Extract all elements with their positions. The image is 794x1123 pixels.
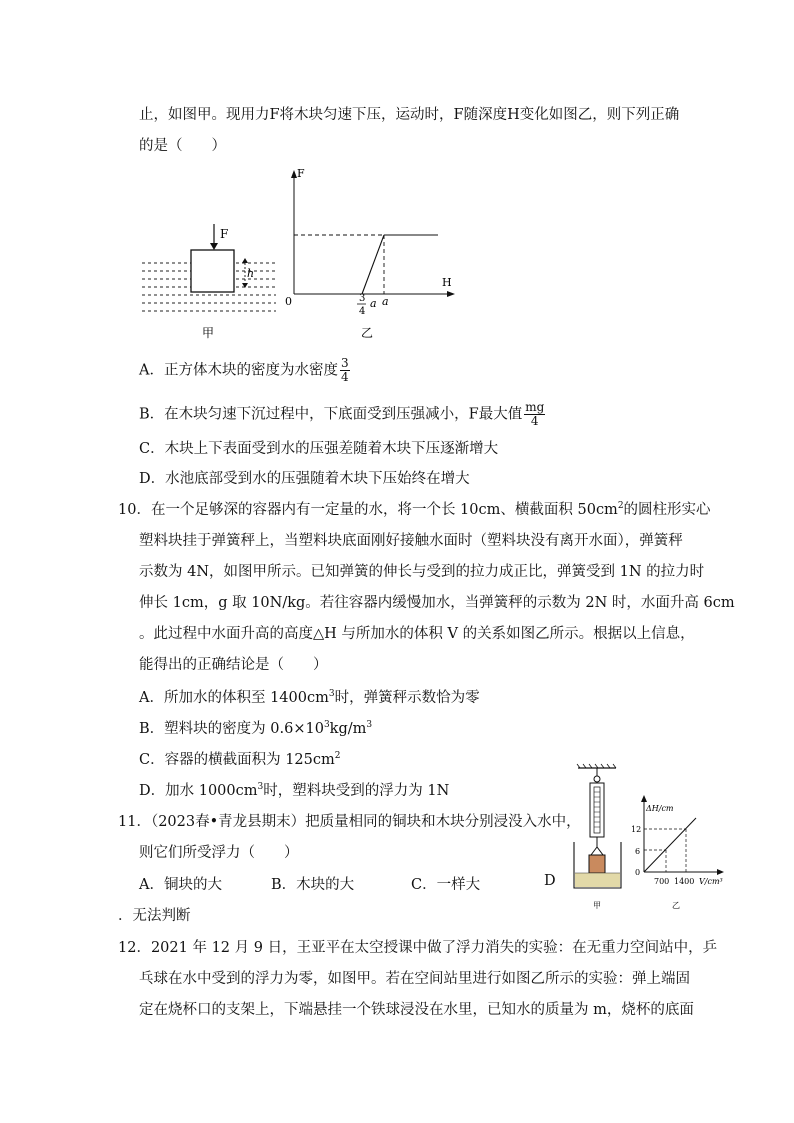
q12-line-2: 乓球在水中受到的浮力为零，如图甲。若在空间站里进行如图乙所示的实验：弹上端固: [139, 971, 690, 987]
intro-line-2: 的是（ ）: [139, 138, 226, 154]
x-tick-1400: 1400: [674, 877, 695, 886]
caption-jia: 甲: [202, 326, 215, 340]
q9-option-c: C．木块上下表面受到水的压强差随着木块下压逐渐增大: [139, 441, 499, 457]
caption-jia: 甲: [593, 901, 601, 910]
force-label: F: [220, 227, 229, 241]
q10-line-3: 示数为 4N，如图甲所示。已知弹簧的伸长与受到的拉力成正比，弹簧受到 1N 的拉力时: [139, 564, 705, 580]
height-label: h: [247, 267, 255, 280]
f-h-graph: [285, 167, 455, 340]
graph-rise-line: [362, 235, 384, 294]
q9-option-b-text: B．在木块匀速下沉过程中，下底面受到压强减小，F最大值: [139, 406, 523, 423]
plastic-block: [589, 855, 605, 873]
tick-a-label: a: [382, 295, 389, 308]
dh-v-graph: [631, 795, 724, 910]
q9-option-b: [139, 401, 547, 428]
q9-option-a-text: A．正方体木块的密度为水密度: [139, 362, 338, 379]
q11-option-c: C．一样大: [411, 877, 481, 893]
q10-option-d: D．加水 $1000cm^3$时，塑料块受到的浮力为 1N: [139, 782, 450, 799]
q10-figure: [566, 762, 728, 912]
q9-option-d: D．水池底部受到水的压强随着木块下压始终在增大: [139, 471, 470, 487]
q11-line-2: 则它们所受浮力（ ）: [139, 845, 299, 861]
q9-option-b-fraction: $\frac{mg}{4}$: [525, 400, 545, 428]
q10-line-1: 10．在一个足够深的容器内有一定量的水，将一个长 10cm、横截面积 $50cm^2$的圆柱形实心: [118, 501, 711, 518]
y-axis-label: ΔH/cm: [646, 804, 674, 813]
caption-yi: 乙: [672, 901, 680, 910]
q11-option-d-letter: D: [544, 873, 556, 889]
frac-num: 3: [359, 293, 366, 304]
origin-label: 0: [635, 868, 641, 877]
intro-line-1: 止，如图甲。现用力F将木块匀速下压，运动时，F随深度H变化如图乙，则下列正确: [139, 107, 680, 123]
y-tick-12: 12: [631, 825, 642, 834]
q10-line-6: 能得出的正确结论是（ ）: [139, 657, 328, 673]
q10-line-2: 塑料块挂于弹簧秤上，当塑料块底面刚好接触水面时（塑料块没有离开水面），弹簧秤: [139, 533, 683, 549]
frac-a-label: a: [370, 297, 377, 310]
caption-yi: 乙: [361, 326, 374, 340]
wood-block: [191, 250, 234, 292]
x-axis-label: V/cm³: [699, 877, 723, 886]
q10-option-a: A．所加水的体积至 $1400cm^3$时，弹簧秤示数恰为零: [139, 689, 480, 706]
q10-option-c: C．容器的横截面积为 $125cm^2$: [139, 751, 341, 768]
y-axis-arrow-icon: [641, 795, 647, 802]
q11-option-a: A．铜块的大: [139, 877, 222, 893]
q9-option-a: [139, 357, 352, 384]
force-arrow-icon: [210, 243, 218, 250]
spring-scale-apparatus: [574, 764, 621, 910]
q12-line-1: 12．2021 年 12 月 9 日，王亚平在太空授课中做了浮力消失的实验：在无重力空间站中，乒: [118, 940, 718, 956]
q11-option-d-text: ．无法判断: [118, 908, 191, 924]
x-axis-arrow-icon: [447, 291, 455, 297]
x-axis-arrow-icon: [717, 869, 724, 875]
x-tick-700: 700: [654, 877, 670, 886]
q9-option-a-fraction: $\frac{3}{4}$: [340, 356, 349, 384]
q11-option-b: B．木块的大: [271, 877, 355, 893]
q10-option-b: B．塑料块的密度为 $0.6\times 10^3kg/m^3$: [139, 720, 373, 737]
origin-label: 0: [285, 295, 292, 308]
y-tick-6: 6: [635, 847, 641, 856]
q9-figure: [136, 160, 466, 342]
q12-line-3: 定在烧杯口的支架上，下端悬挂一个铁球浸没在水里，已知水的质量为 m，烧杯的底面: [139, 1002, 694, 1018]
axis-x-label: H: [442, 276, 452, 289]
q10-line-5: 。此过程中水面升高的高度△H 与所加水的体积 V 的关系如图乙所示。根据以上信息，: [139, 626, 695, 642]
q10-line-4: 伸长 1cm，g 取 10N/kg。若往容器内缓慢加水，当弹簧秤的示数为 2N 时，水面升高 6cm: [139, 595, 735, 611]
frac-den: 4: [359, 306, 366, 317]
axis-y-label: F: [297, 167, 305, 180]
q11-line-1: 11．（2023春•青龙县期末）把质量相同的铜块和木块分别浸没入水中，: [118, 814, 581, 830]
water-diagram: [142, 224, 276, 340]
graph-line: [644, 818, 696, 872]
